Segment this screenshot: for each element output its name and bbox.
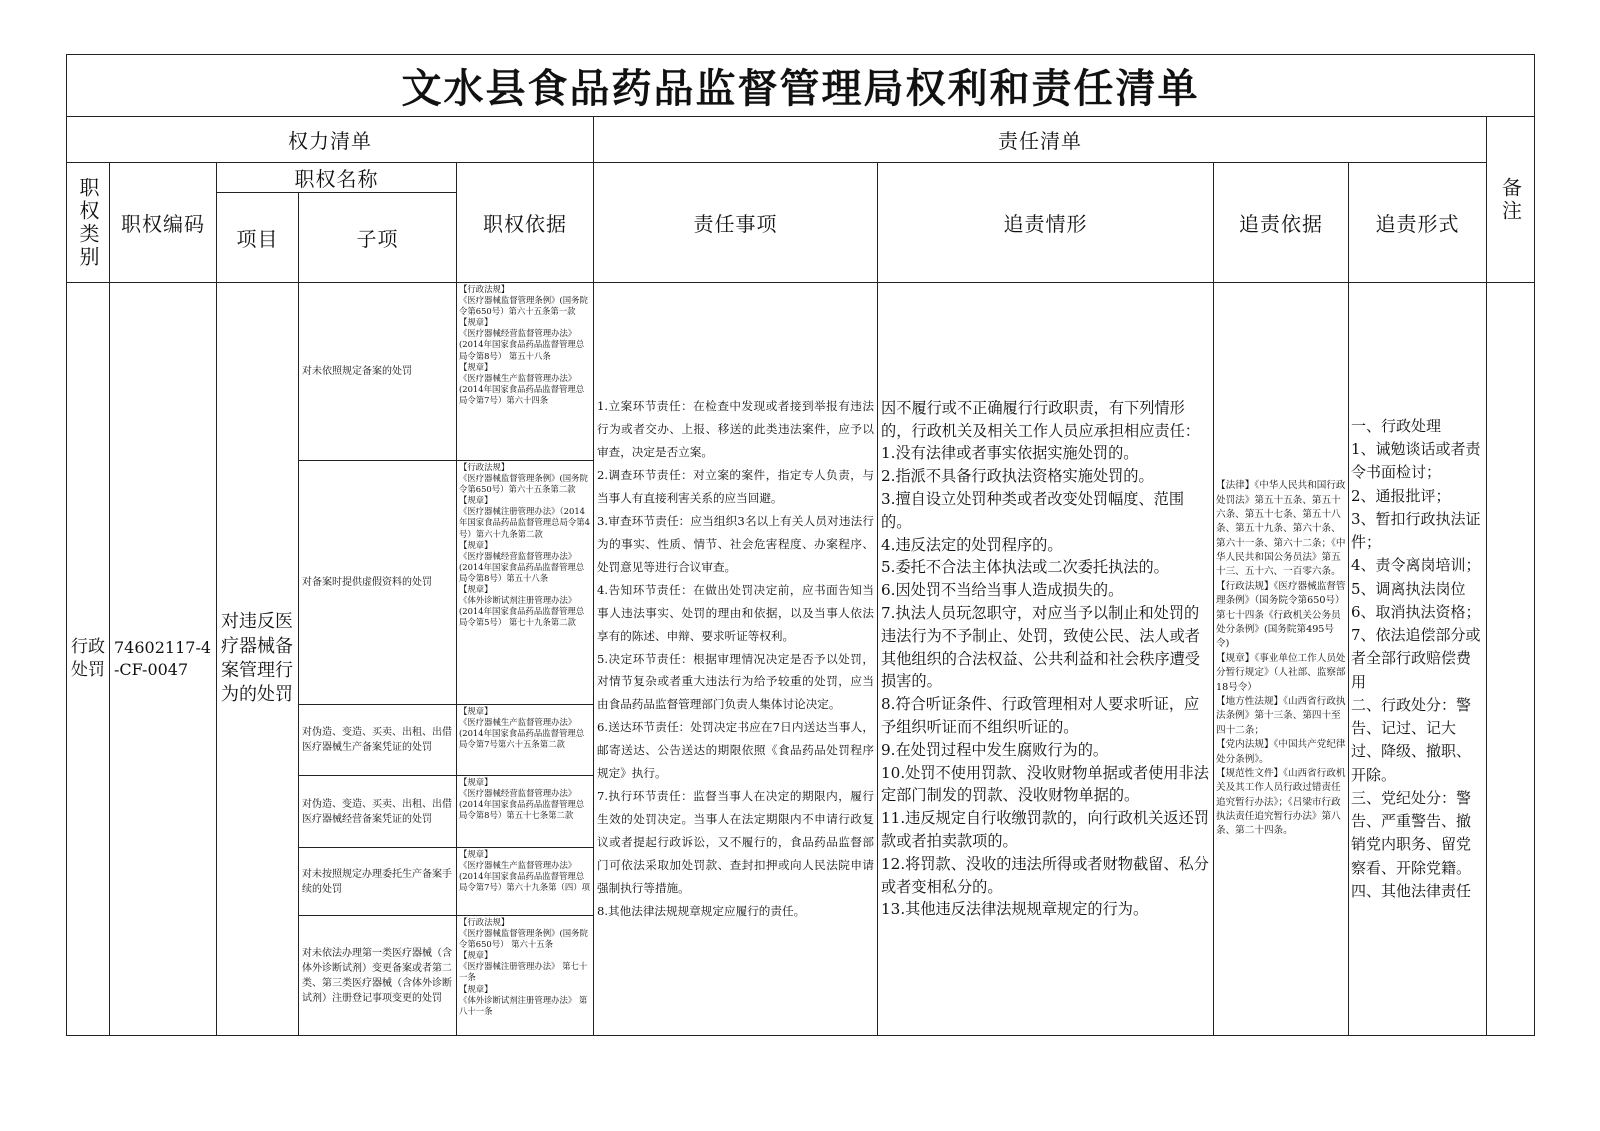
category-cell: 行政处罚 <box>67 283 110 1036</box>
page-title: 文水县食品药品监督管理局权利和责任清单 <box>67 55 1535 117</box>
text-list <box>1351 415 1484 903</box>
text-line: 8.其他法律法规规章规定应履行的责任。 <box>597 904 806 918</box>
text-line: 6、取消执法资格； <box>1351 602 1481 621</box>
text-line: 7.执行环节责任：监督当事人在决定的期限内，履行生效的处罚决定。当事人在法定期限内不申请行政复议或者提起行政诉讼，又不履行的，食品药品监督部门可依法采取加处罚款、查封扣押或向人民法院申请强制执行等措施。 <box>597 789 874 896</box>
text-line: 【规章】 <box>459 361 493 372</box>
text-line: 3.审查环节责任：应当组织3名以上有关人员对违法行为的事实、性质、情节、社会危害程度、办案程序、处罚意见等进行合议审查。 <box>597 513 874 574</box>
text-list <box>881 397 1210 921</box>
text-line: 6.送达环节责任：处罚决定书应在7日内送达当事人，邮寄送达、公告送达的期限依照《食品药品处罚程序规定》执行。 <box>597 720 874 781</box>
accountability-cases-cell <box>878 283 1214 1036</box>
text-line: 《医疗器械生产监督管理办法》(2014年国家食品药品监督管理总局令第7号）第六十四条 <box>459 372 585 405</box>
text-line: 【规章】 <box>459 317 493 328</box>
text-line: 4.违反法定的处罚程序的。 <box>881 535 1063 554</box>
text-line: 【规章】 <box>459 983 493 994</box>
text-list <box>459 706 591 750</box>
accountability-cases-header: 追责情形 <box>878 163 1214 283</box>
text-line: 3、暂扣行政执法证件； <box>1351 509 1481 552</box>
basis-header: 职权依据 <box>457 163 594 283</box>
text-line: 12.将罚款、没收的违法所得或者财物截留、私分或者变相私分的。 <box>881 854 1209 896</box>
text-line: 4.告知环节责任：在做出处罚决定前，应书面告知当事人违法事实、处罚的理由和依据，以及当事人依法享有的陈述、申辩、要求听证等权利。 <box>597 582 874 643</box>
text-line: 13.其他违反法律法规规章规定的行为。 <box>881 900 1149 919</box>
text-line: 【规章】 <box>459 539 493 550</box>
text-line: 4、责令离岗培训； <box>1351 556 1481 575</box>
subitem-header: 子项 <box>299 193 457 283</box>
accountability-forms-cell <box>1349 283 1487 1036</box>
text-line: 5.决定环节责任：根据审理情况决定是否予以处罚，对情节复杂或者重大违法行为给予较重的处罚，应当由食品药品监督管理部门负责人集体讨论决定。 <box>597 651 874 712</box>
subitem-name: 对未按照规定办理委托生产备案手续的处罚 <box>299 848 457 916</box>
text-line: 【规章】 <box>459 950 493 961</box>
text-line: 1、诫勉谈话或者责令书面检讨； <box>1351 440 1481 482</box>
text-line: 【规章】《事业单位工作人员处分暂行规定》（人社部、监察部18号令） <box>1216 652 1346 693</box>
remarks-header: 备注 <box>1498 176 1523 223</box>
text-line: 【规章】 <box>459 584 493 595</box>
text-line: 8.符合听证条件、行政管理相对人要求听证，应予组织听证而不组织听证的。 <box>881 695 1200 736</box>
text-line: 11.违反规定自行收缴罚款的，向行政机关返还罚款或者拍卖款项的。 <box>881 809 1209 850</box>
text-line: 【规章】 <box>459 495 493 506</box>
remarks-header-cell <box>1487 117 1535 283</box>
text-line: 7、依法追偿部分或者全部行政赔偿费用 <box>1351 626 1481 691</box>
text-line: 三、党纪处分：警告、严重警告、撤销党内职务、留党察看、开除党籍。 <box>1351 788 1472 877</box>
text-line: 《体外诊断试剂注册管理办法》(2014年国家食品药品监督管理总局令第5号） 第七十九条第二款 <box>459 595 585 628</box>
text-line: 《医疗器械经营监督管理办法》(2014年国家食品药品监督管理总局令第8号）第五十八条 <box>459 550 585 583</box>
text-line: 《医疗器械监督管理条例》(国务院令第650号）第六十五条第二款 <box>459 473 588 495</box>
text-line: 1.没有法律或者事实依据实施处罚的。 <box>881 444 1139 463</box>
category-header: 职权类别 <box>76 176 100 269</box>
text-list <box>597 395 874 923</box>
subitem-name: 对伪造、变造、买卖、出租、出借医疗器械经营备案凭证的处罚 <box>299 776 457 848</box>
item-cell: 对违反医疗器械备案管理行为的处罚 <box>217 283 299 1036</box>
text-line: 2、通报批评； <box>1351 486 1451 505</box>
text-line: 5.委托不合法主体执法或二次委托执法的。 <box>881 558 1169 577</box>
text-line: 【法律】《中华人民共和国行政处罚法》第五十五条、第五十六条、第五十七条、第五十八条、第五十九条、第六十条、第六十一条、第六十二条；《中华人民共和国公务员法》第五十三、五十六、一百零六条。 <box>1216 480 1346 578</box>
text-line: 因不履行或不正确履行行政职责，有下列情形的，行政机关及相关工作人员应承担相应责任： <box>881 398 1200 440</box>
power-responsibility-table <box>66 54 1535 1036</box>
name-header: 职权名称 <box>217 163 457 193</box>
text-line: 2.调查环节责任：对立案的案件，指定专人负责，与当事人有直接利害关系的应当回避。 <box>597 467 874 505</box>
text-line: 3.擅自设立处罚种类或者改变处罚幅度、范围的。 <box>881 490 1185 531</box>
text-line: 二、行政处分：警告、记过、记大过、降级、撤职、开除。 <box>1351 695 1472 784</box>
text-line: 【行政法规】 <box>459 284 510 294</box>
text-line: 【行政法规】 <box>459 917 510 927</box>
subitem-basis <box>457 705 594 776</box>
text-line: 【地方性法规】《山西省行政执法条例》第十三条、第四十至四十二条； <box>1216 695 1346 736</box>
resp-items-header: 责任事项 <box>594 163 878 283</box>
text-line: 《医疗器械生产监督管理办法》(2014年国家食品药品监督管理总局令第7号）第六十九条第（四）项 <box>459 860 590 893</box>
power-list-header: 权力清单 <box>67 117 594 163</box>
subitem-basis <box>457 776 594 848</box>
text-list <box>1216 479 1346 839</box>
text-list <box>459 777 591 821</box>
code-cell: 74602117-4-CF-0047 <box>110 283 217 1036</box>
text-line: 四、其他法律责任 <box>1351 881 1472 900</box>
text-line: 【规章】 <box>459 849 493 859</box>
accountability-basis-header: 追责依据 <box>1214 163 1349 283</box>
text-line: 《体外诊断试剂注册管理办法》 第八十一条 <box>459 994 588 1016</box>
text-line: 6.因处罚不当给当事人造成损失的。 <box>881 581 1124 600</box>
subitem-basis <box>457 283 594 461</box>
text-line: 5、调离执法岗位 <box>1351 579 1466 598</box>
text-line: 《医疗器械注册管理办法》 第七十一条 <box>459 961 588 983</box>
category-header-cell <box>67 163 110 283</box>
text-line: 【规范性文件】《山西省行政机关及其工作人员行政过错责任追究暂行办法》；《吕梁市行政执法责任追究暂行办法》第八条、第二十四条。 <box>1216 767 1346 837</box>
text-list <box>459 849 591 893</box>
text-line: 《医疗器械监督管理条例》(国务院令第650号）第六十五条第一款 <box>459 295 588 317</box>
text-list <box>459 462 591 628</box>
text-list <box>459 917 591 1017</box>
subitem-name: 对备案时提供虚假资料的处罚 <box>299 461 457 705</box>
text-line: 10.处罚不使用罚款、没收财物单据或者使用非法定部门制发的罚款、没收财物单据的。 <box>881 763 1209 805</box>
responsibility-list-document <box>66 54 1534 1044</box>
text-line: 《医疗器械监督管理条例》(国务院令第650号） 第六十五条 <box>459 928 588 950</box>
subitem-name: 对伪造、变造、买卖、出租、出借医疗器械生产备案凭证的处罚 <box>299 705 457 776</box>
text-list <box>459 284 591 406</box>
accountability-forms-header: 追责形式 <box>1349 163 1487 283</box>
responsibility-cell <box>594 283 878 1036</box>
subitem-name: 对未依法办理第一类医疗器械（含体外诊断试剂）变更备案或者第二类、第三类医疗器械（含体外诊断试剂）注册登记事项变更的处罚 <box>299 916 457 1036</box>
text-line: 《医疗器械生产监督管理办法》(2014年国家食品药品监督管理总局令第7号第六十五条第二款 <box>459 717 585 750</box>
subitem-basis <box>457 461 594 705</box>
text-line: 《医疗器械经营监督管理办法》(2014年国家食品药品监督管理总局令第8号） 第五十八条 <box>459 328 585 361</box>
text-line: 7.执法人员玩忽职守，对应当予以制止和处罚的违法行为不予制止、处罚，致使公民、法人或者其他组织的合法权益、公共利益和社会秩序遭受损害的。 <box>881 604 1200 691</box>
text-line: 2.指派不具备行政执法资格实施处罚的。 <box>881 467 1154 486</box>
subitem-basis <box>457 916 594 1036</box>
remarks-cell <box>1487 283 1535 1036</box>
subitem-name: 对未依照规定备案的处罚 <box>299 283 457 461</box>
text-line: 《医疗器械注册管理办法》（2014年国家食品药品监督管理总局令第4号）第六十九条第二款 <box>459 506 590 539</box>
text-line: 【党内法规】《中国共产党纪律处分条例》。 <box>1216 739 1346 765</box>
subitem-basis <box>457 848 594 916</box>
text-line: 一、行政处理 <box>1351 416 1442 435</box>
text-line: 《医疗器械经营监督管理办法》(2014年国家食品药品监督管理总局令第8号）第五十七条第二款 <box>459 788 585 821</box>
text-line: 9.在处罚过程中发生腐败行为的。 <box>881 740 1109 759</box>
text-line: 【行政法规】《医疗器械监督管理条例》（国务院令第650号）第七十四条《行政机关公务员处分条例》(国务院第495号令) <box>1216 580 1346 650</box>
text-line: 1.立案环节责任：在检查中发现或者接到举报有违法行为或者交办、上报、移送的此类违法案件，应予以审查，决定是否立案。 <box>597 399 874 459</box>
text-line: 【行政法规】 <box>459 462 510 472</box>
responsibility-list-header: 责任清单 <box>594 117 1487 163</box>
text-line: 【规章】 <box>459 777 493 787</box>
accountability-basis-cell <box>1214 283 1349 1036</box>
code-header: 职权编码 <box>110 163 217 283</box>
text-line: 【规章】 <box>459 706 493 716</box>
item-header: 项目 <box>217 193 299 283</box>
